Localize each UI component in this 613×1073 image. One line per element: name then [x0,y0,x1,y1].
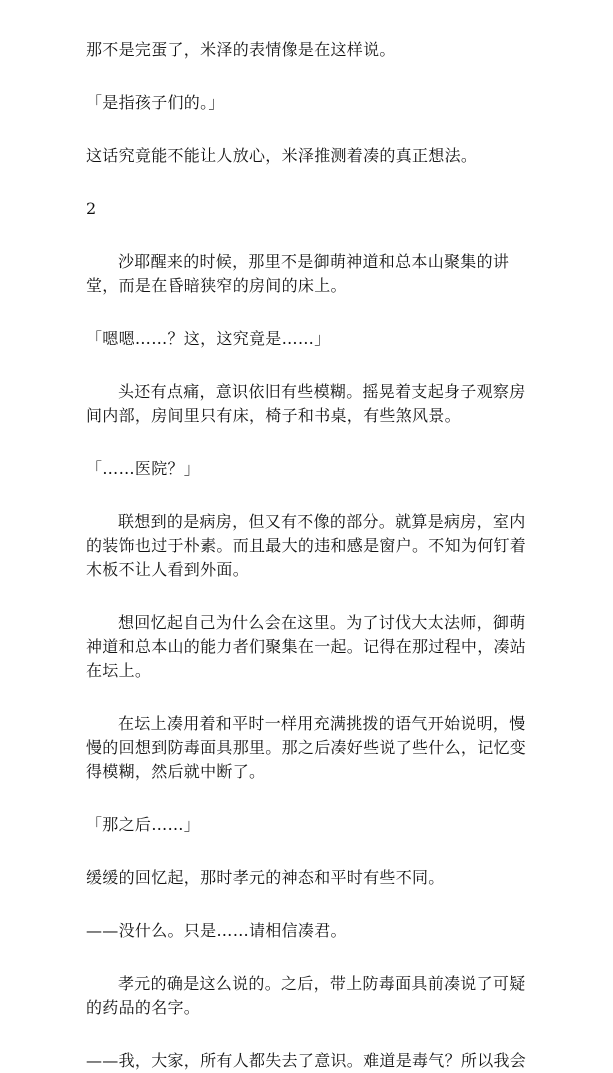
dialogue-line: 「……医院？」 [86,459,201,478]
paragraph: 孝元的确是这么说的。之后，带上防毒面具前凑说了可疑的药品的名字。 [86,974,526,1017]
paragraph: 想回忆起自己为什么会在这里。为了讨伐大太法师，御萌神道和总本山的能力者们聚集在一起。记得在那过程中，凑站在坛上。 [86,613,527,680]
dialogue-line: 「那之后……」 [86,815,201,834]
paragraph: 沙耶醒来的时候，那里不是御萌神道和总本山聚集的讲堂，而是在昏暗狭窄的房间的床上。 [86,252,510,295]
quoted-line: ——没什么。只是……请相信凑君。 [86,921,347,940]
dialogue-line: 「嗯嗯……？这，这究竟是……」 [86,329,331,348]
dialogue-line: 「是指孩子们的。」 [86,93,225,112]
quoted-line: ——我，大家，所有人都失去了意识。难道是毒气？所以我会 [86,1051,527,1070]
paragraph: 那不是完蛋了，米泽的表情像是在这样说。 [86,40,396,59]
paragraph: 头还有点痛，意识依旧有些模糊。摇晃着支起身子观察房间内部，房间里只有床，椅子和书桌，有些煞风景。 [86,382,526,425]
paragraph: 这话究竟能不能让人放心，米泽推测着凑的真正想法。 [86,146,478,165]
section-number: 2 [86,199,97,218]
paragraph: 在坛上凑用着和平时一样用充满挑拨的语气开始说明，慢慢的回想到防毒面具那里。那之后凑好些说了些什么，记忆变得模糊，然后就中断了。 [86,714,527,781]
paragraph: 联想到的是病房，但又有不像的部分。就算是病房，室内的装饰也过于朴素。而且最大的违和感是窗户。不知为何钉着木板不让人看到外面。 [86,512,527,579]
paragraph: 缓缓的回忆起，那时孝元的神态和平时有些不同。 [86,868,445,887]
